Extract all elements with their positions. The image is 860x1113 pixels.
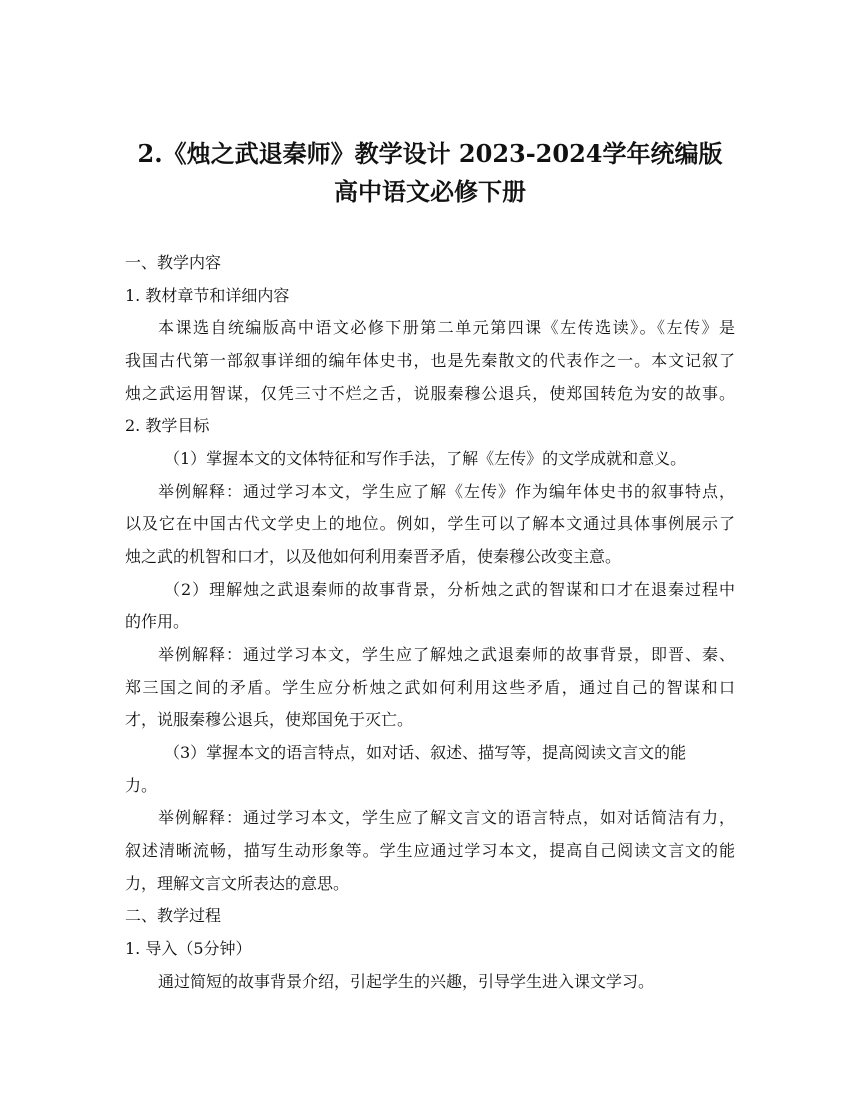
paragraph-line: 通过简短的故事背景介绍，引起学生的兴趣，引导学生进入课文学习。 <box>158 972 655 991</box>
section-heading-teaching-content: 一、教学内容 <box>125 253 222 272</box>
paragraph-line: 以及它在中国古代文学史上的地位。例如，学生可以了解本文通过具体事例展示了 <box>125 514 735 533</box>
paragraph-line: 举例解释：通过学习本文，学生应了解烛之武退秦师的故事背景，即晋、秦、 <box>158 645 735 664</box>
paragraph-line: 我国古代第一部叙事详细的编年体史书，也是先秦散文的代表作之一。本文记叙了 <box>125 351 735 370</box>
paragraph-line: 烛之武的机智和口才，以及他如何利用秦晋矛盾，使秦穆公改变主意。 <box>125 547 622 566</box>
goal-item-1: （1）掌握本文的文体特征和写作手法，了解《左传》的文学成就和意义。 <box>164 449 687 468</box>
goal-item-3: （3）掌握本文的语言特点，如对话、叙述、描写等，提高阅读文言文的能 <box>164 743 687 762</box>
paragraph-line: 力。 <box>125 776 158 795</box>
paragraph-line: 叙述清晰流畅，描写生动形象等。学生应通过学习本文，提高自己阅读文言文的能 <box>125 841 735 860</box>
section-heading-teaching-process: 二、教学过程 <box>125 906 222 925</box>
paragraph-line: 烛之武运用智谋，仅凭三寸不烂之舌，说服秦穆公退兵，使郑国转危为安的故事。 <box>125 384 735 403</box>
document-title-line-2: 高中语文必修下册 <box>334 177 526 206</box>
goal-item-2: （2）理解烛之武退秦师的故事背景，分析烛之武的智谋和口才在退秦过程中 <box>164 580 735 599</box>
paragraph-line: 举例解释：通过学习本文，学生应了解文言文的语言特点，如对话简洁有力， <box>158 808 735 827</box>
subheading-chapter-content: 1. 教材章节和详细内容 <box>125 286 290 305</box>
subheading-introduction: 1. 导入（5分钟） <box>125 939 252 958</box>
subheading-teaching-goals: 2. 教学目标 <box>125 416 210 435</box>
paragraph-line: 本课选自统编版高中语文必修下册第二单元第四课《左传选读》。《左传》是 <box>158 318 735 337</box>
paragraph-line: 郑三国之间的矛盾。学生应分析烛之武如何利用这些矛盾，通过自己的智谋和口 <box>125 678 735 697</box>
paragraph-line: 的作用。 <box>125 612 190 631</box>
paragraph-line: 力，理解文言文所表达的意思。 <box>125 874 350 893</box>
paragraph-line: 举例解释：通过学习本文，学生应了解《左传》作为编年体史书的叙事特点， <box>158 482 735 501</box>
document-title-line-1: 2.《烛之武退秦师》教学设计 2023-2024学年统编版 <box>137 139 723 168</box>
paragraph-line: 才，说服秦穆公退兵，使郑国免于灭亡。 <box>125 710 414 729</box>
